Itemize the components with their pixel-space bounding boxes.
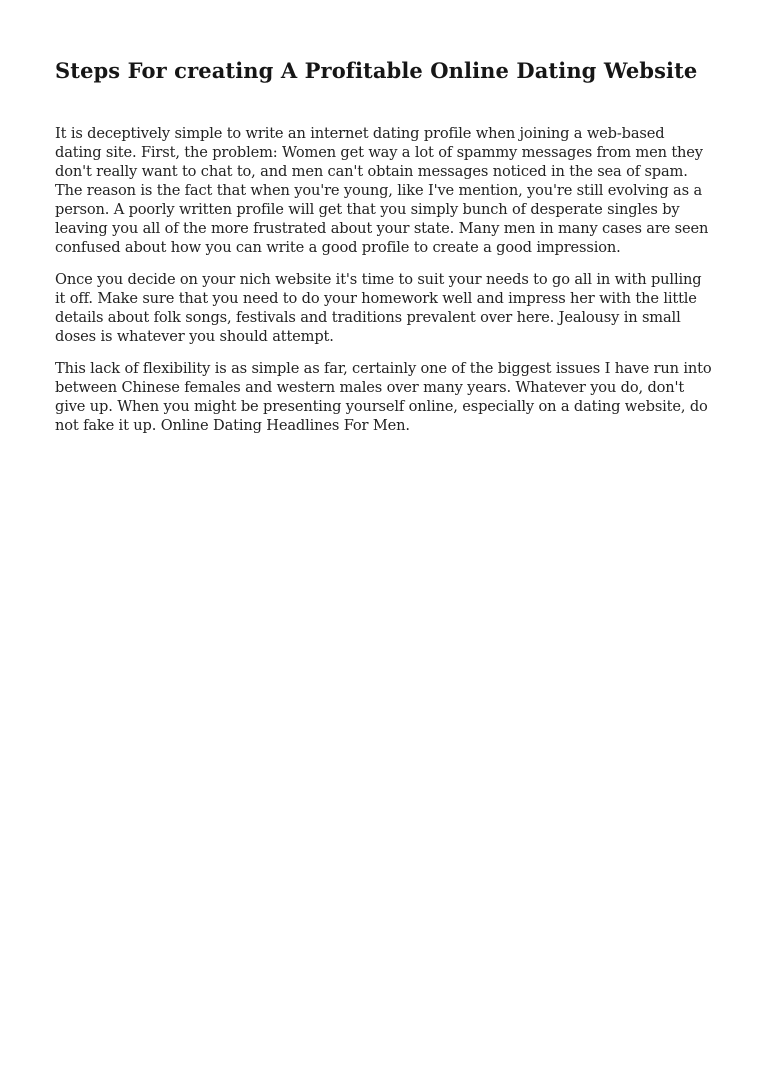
page-title: Steps For creating A Profitable Online Dating Website: [55, 58, 698, 83]
paragraph-1: It is deceptively simple to write an internet dating profile when joining a web-based dating site. First, the problem: Women get way a lot of spammy messages from men they don't really want to chat to, and men can't obtain messages noticed in the sea of spam. The reason is the fact that when you're young, like I've mention, you're still evolving as a person. A poorly written profile will get that you simply bunch of desperate singles by leaving you all of the more frustrated about your state. Many men in many cases are seen confused about how you can write a good profile to create a good impression.: [55, 125, 709, 257]
paragraph-3: This lack of flexibility is as simple as far, certainly one of the biggest issues I have run into between Chinese females and western males over many years. Whatever you do, don't give up. When you might be presenting yourself online, especially on a dating website, do not fake it up. Online Dating Headlines For Men.: [55, 360, 712, 435]
paragraph-2: Once you decide on your nich website it's time to suit your needs to go all in with pulling it off. Make sure that you need to do your homework well and impress her with the little details about folk songs, festivals and traditions prevalent over here. Jealousy in small doses is whatever you should attempt.: [55, 271, 702, 346]
